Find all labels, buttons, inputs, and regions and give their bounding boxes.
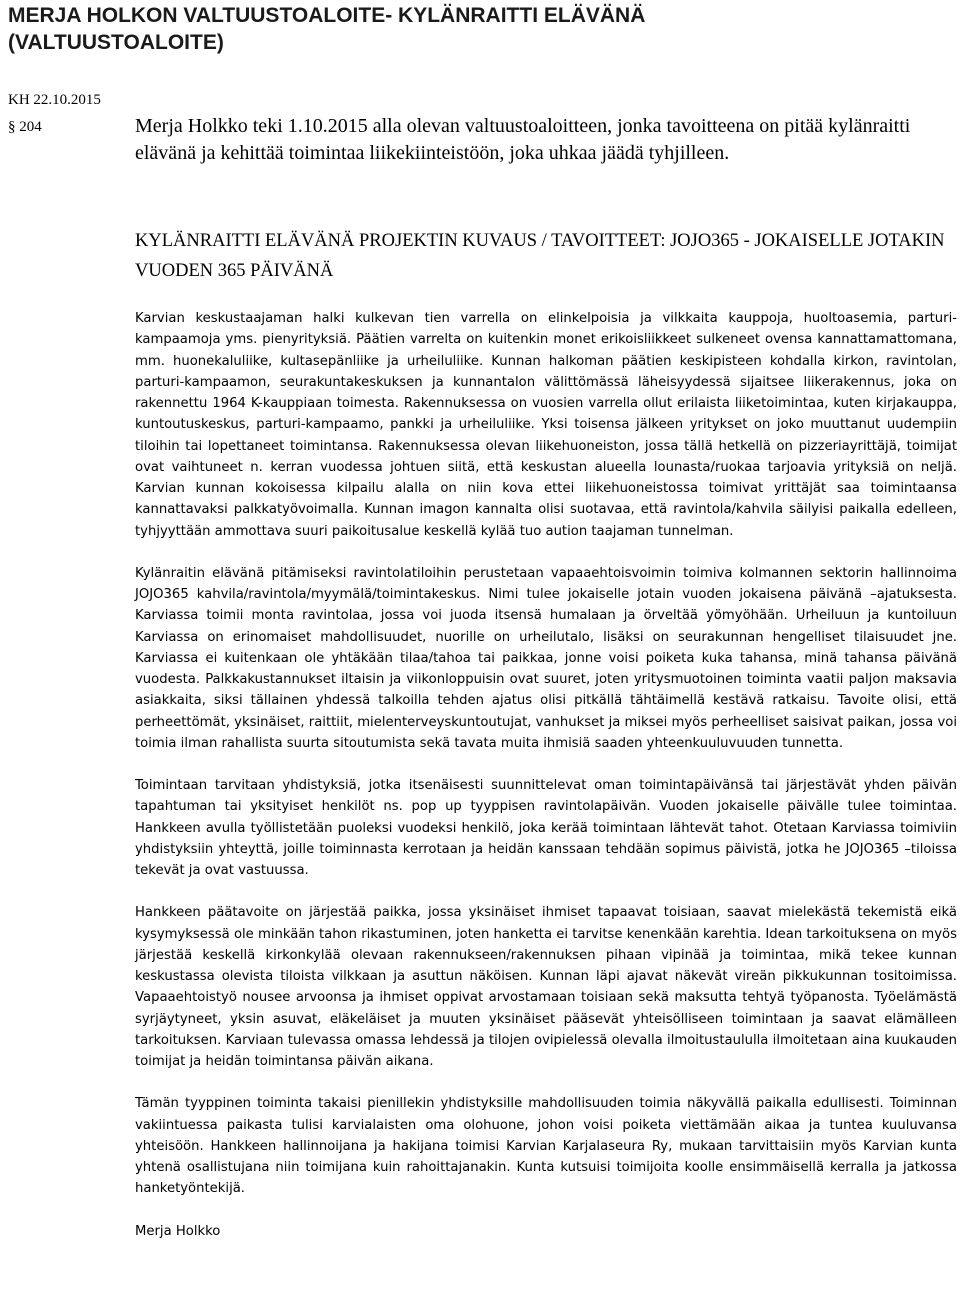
body-text: [135, 308, 957, 1242]
author-signature: Merja Holkko: [135, 1223, 221, 1239]
paragraph: Karvian keskustaajaman halki kulkevan tien varrella on elinkelpoisia ja vilkkaita kauppoja, huoltoasemia, parturi-kampaamoja yms. pienyrityksiä. Päätien varrelta on kuitenkin monet erikoisliikkeet sulkeneet ovensa kannattamattomana, mm. huonekaluliike, kultasepänliike ja urheiluliike. Kunnan halkoman päätien keskipisteen kohdalla kirkon, ravintolan, parturi-kampaamon, seurakuntakeskuksen ja kunnantalon välittömässä läheisyydessä sijaitsee liikerakennus, joka on rakennettu 1964 K-kauppiaan toimesta. Rakennuksessa on vuosien varrella ollut erilaista liiketoimintaa, kuten kirjakauppa, kuntoutuskeskus, parturi-kampaamo, pankki ja urheiluliike. Yksi toisensa jälkeen yritykset on joko muuttanut uudempiin tiloihin tai lopettaneet toimintansa. Rakennuksessa olevan liikehuoneiston, jossa tällä hetkellä on pizzeriayrittäjä, toimijat ovat vaihtuneet n. kerran vuodessa johtuen siitä, että keskustan alueella lounasta/ruokaa tarjoavia yrityksiä on neljä. Karvian kunnan kokoisessa kilpailu alalla on niin kova ettei liikehuoneistossa toimivat yrittäjät saa toimintaansa kannattavaksi palkkatyövoimalla. Kunnan imagon kannalta olisi suotavaa, että ravintola/kahvila säilyisi paikalla edelleen, tyhjyyttään ammottava suuri paikoitusalue keskellä kylää tuo aution taajaman tunnelman.: [135, 311, 957, 539]
paragraph: Hankkeen päätavoite on järjestää paikka, jossa yksinäiset ihmiset tapaavat toisiaan, saavat mielekästä tekemistä eikä kysymyksessä ole minkään tahon rikastuminen, joten hanketta ei tarvitse kenenkään karehtia. Idean tarkoituksena on myös järjestää keskellä kirkonkylää olevaan rakennukseen/rakennuksen pihaan vipinää ja toimintaa, mikä tekee kunnan keskustassa olevista tiloista vilkkaan ja asuttun näköisen. Kunnan läpi ajavat näkevät vireän pikkukunnan tositoimissa. Vapaaehtoistyö nousee arvoonsa ja ihmiset oppivat arvostamaan toisiaan sekä maksutta tehtyä työpanosta. Työelämästä syrjäytyneet, yksin asuvat, eläkeläiset ja muuten yksinäiset pääsevät yhteisölliseen toimintaan ja saavat elämälleen tarkoituksen. Karviaan tulevassa omassa lehdessä ja tilojen ovipielessä olevalla ilmoitustaululla ilmoitetaan aina kuukauden toimijat ja heidän toimintansa päivän aikana.: [135, 905, 957, 1069]
section-number: § 204: [8, 119, 42, 135]
paragraph: Toimintaan tarvitaan yhdistyksiä, jotka itsenäisesti suunnittelevat oman toimintapäivänsä tai järjestävät yhden päivän tapahtuman tai yksityiset henkilöt ns. pop up tyyppisen ravintolapäivän. Vuoden jokaiselle päivälle tulee toimintaa. Hankkeen avulla työllistetään puoleksi vuodeksi henkilö, joka kerää toimintaan lähtevät tahot. Otetaan Karviassa toimiviin yhdistyksiin yhteyttä, joille toiminnasta kerrotaan ja heidän kanssaan tehdään sopimus päivistä, jotka he JOJO365 –tiloissa tekevät ja ovat vastuussa.: [135, 778, 957, 878]
project-heading: KYLÄNRAITTI ELÄVÄNÄ PROJEKTIN KUVAUS / TAVOITTEET: JOJO365 - JOKAISELLE JOTAKIN VUODEN 365 PÄIVÄNÄ: [135, 231, 945, 281]
paragraph: Tämän tyyppinen toiminta takaisi pienillekin yhdistyksille mahdollisuuden toimia näkyvällä paikalla edullisesti. Toiminnan vakiintuessa paikasta tulisi karvialaisten oma olohuone, johon voisi poiketa viettämään aikaa ja tuntea kuuluvansa yhteisöön. Hankkeen hallinnoijana ja hakijana toimisi Karvian Karjalaseura Ry, mukaan tarvittaisiin myös Karvian kunta yhtenä osallistujana niin toimijana kuin rahoittajanakin. Kunta kutsuisi toimijoita koolle ensimmäisellä kerralla ja jatkossa hanketyöntekijä.: [135, 1096, 957, 1197]
meeting-date: KH 22.10.2015: [8, 92, 101, 108]
intro-paragraph: Merja Holkko teki 1.10.2015 alla olevan valtuustoaloitteen, jonka tavoitteena on pitää kylänraitti elävänä ja kehittää toimintaa liikekiinteistöön, joka uhkaa jäädä tyhjilleen.: [135, 115, 911, 164]
paragraph: Kylänraitin elävänä pitämiseksi ravintolatiloihin perustetaan vapaaehtoisvoimin toimiva kolmannen sektorin hallinnoima JOJO365 kahvila/ravintola/myymälä/toimintakeskus. Nimi tulee jokaiselle jotain vuoden jokaisena päivänä –ajatuksesta. Karviassa toimii monta ravintolaa, jossa voi juoda itsensä humalaan ja örveltää yömyöhään. Urheiluun ja kuntoiluun Karviassa on erinomaiset mahdollisuudet, nuorille on urheilutalo, lisäksi on seurakunnan hengelliset tilaisuudet jne. Karviassa ei kuitenkaan ole yhtäkään tilaa/tahoa tai paikkaa, jonne voisi poiketa kuka tahansa, minä tahansa päivänä vuodesta. Palkkakustannukset iltaisin ja viikonloppuisin ovat suuret, joten yritysmuotoinen toiminta vaatii paljon maksavia asiakkaita, siksi tällainen yhdessä talkoilla tehden ajatus olisi pitkällä tähtäimellä kestävä ratkaisu. Tavoite olisi, että perheettömät, yksinäiset, raittiit, mielenterveyskuntoutujat, vanhukset ja miksei myös perheelliset saisivat paikan, jossa voi toimia ilman rahallista suurta sitoutumista sekä tavata muita ihmisiä saaden yhteenkuuluvuuden tunnetta.: [135, 565, 957, 751]
document-title-line-1: MERJA HOLKON VALTUUSTOALOITE- KYLÄNRAITTI ELÄVÄNÄ: [8, 4, 646, 27]
document-title-line-2: (VALTUUSTOALOITE): [8, 31, 224, 54]
document-title: [8, 2, 948, 56]
